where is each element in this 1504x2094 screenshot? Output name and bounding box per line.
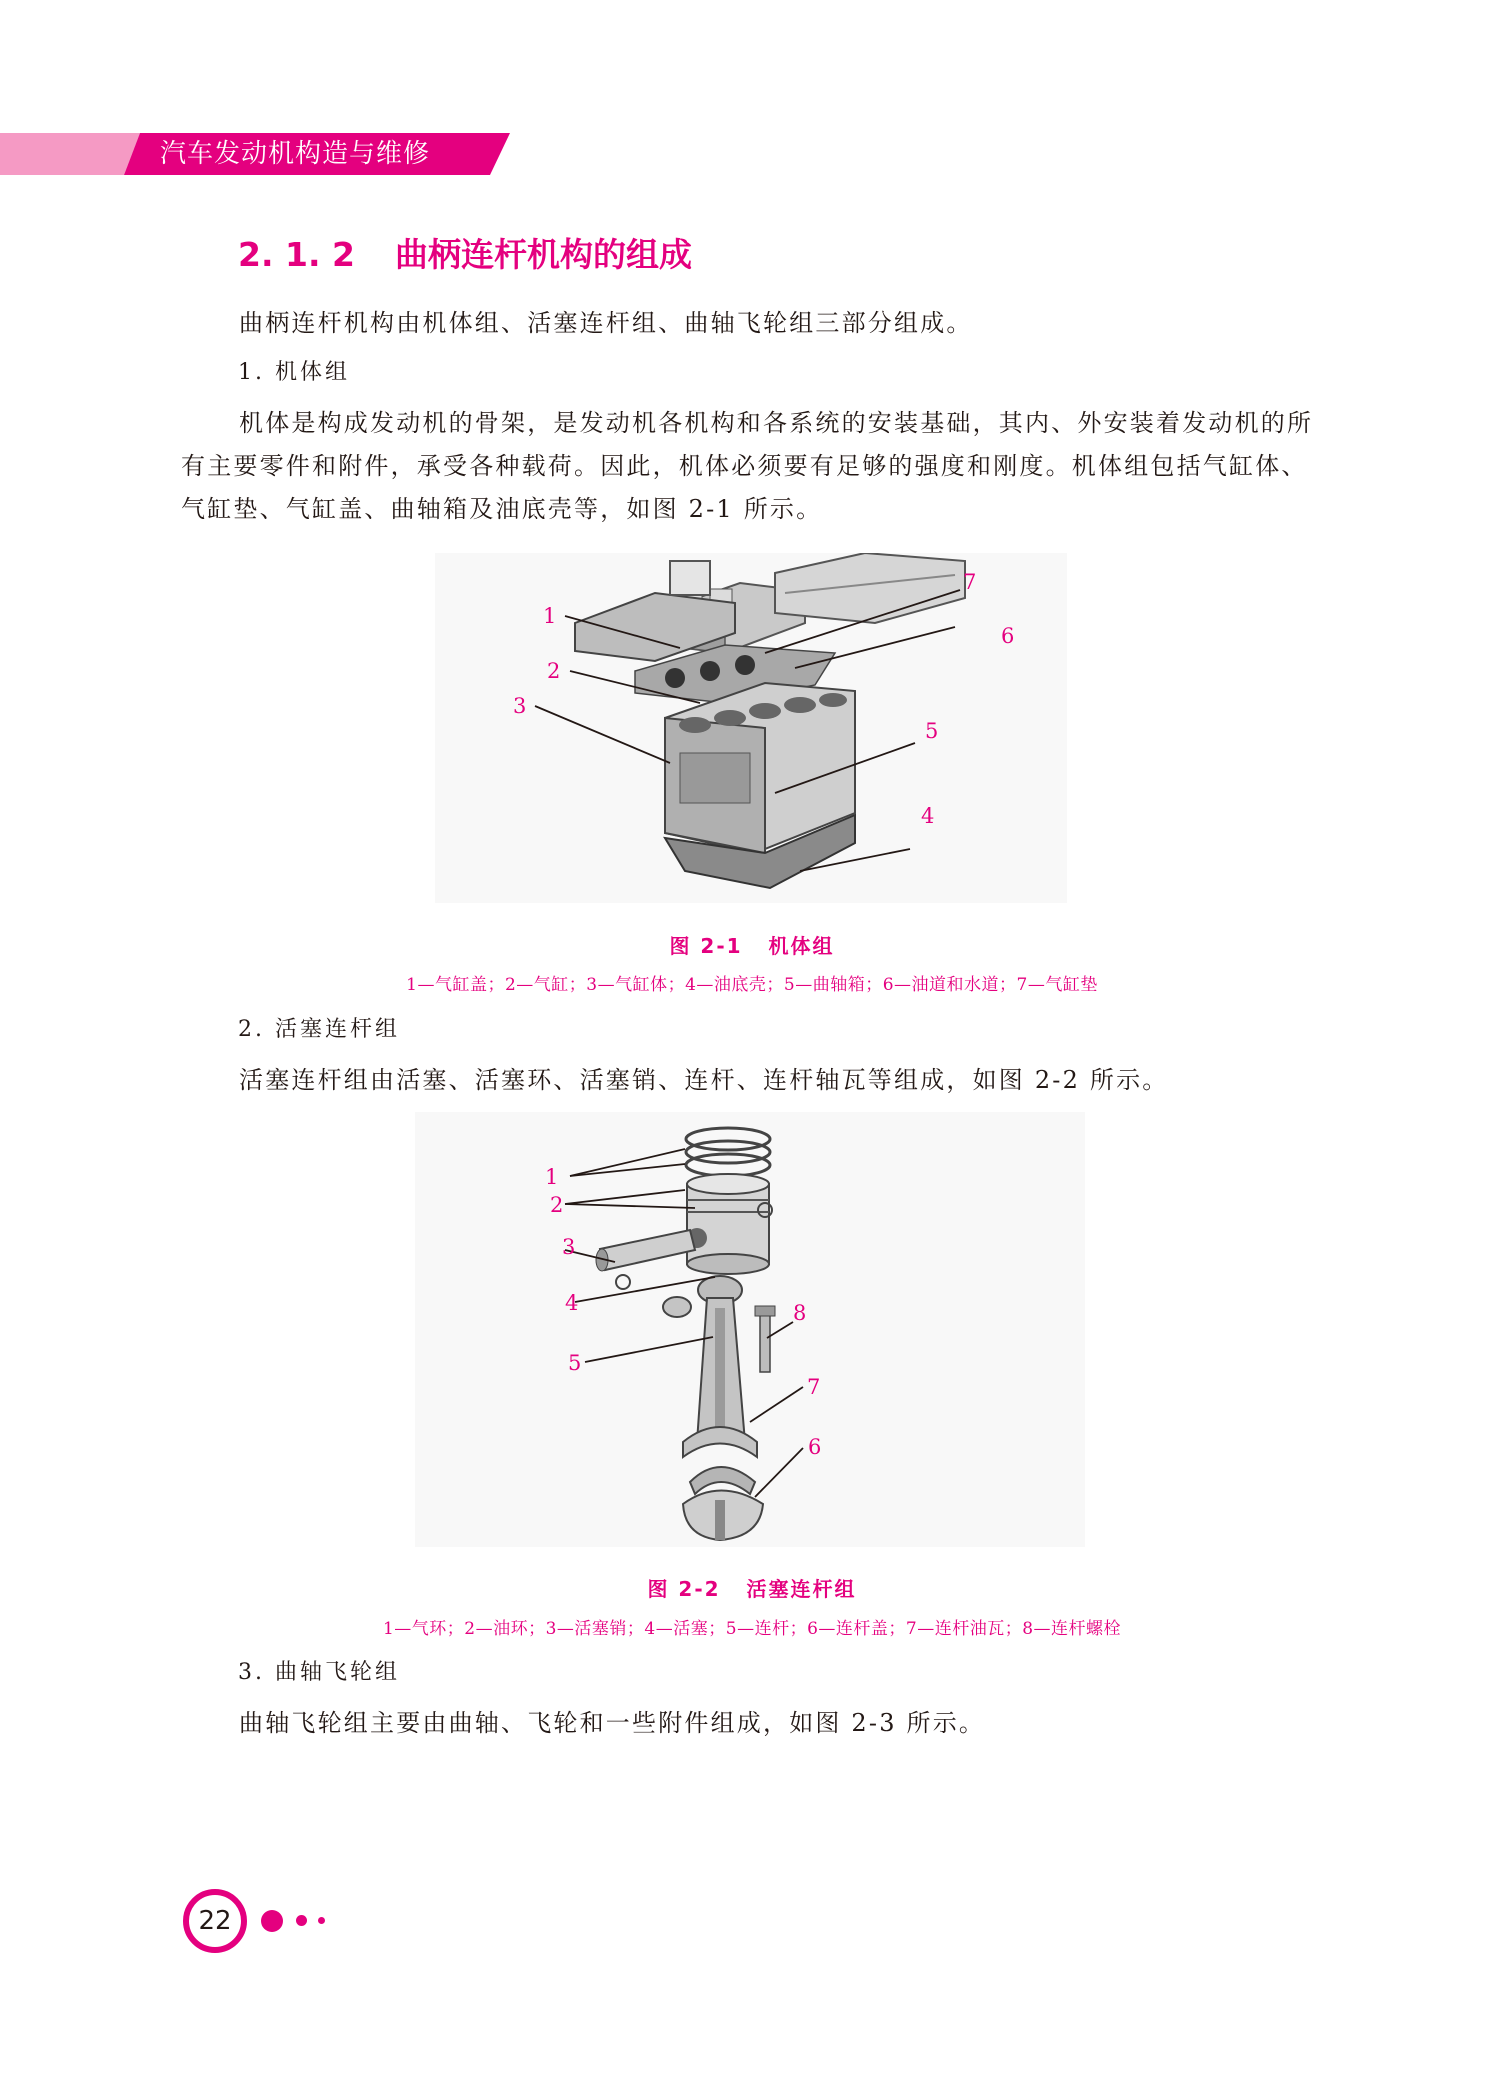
body-group-paragraph: 机体是构成发动机的骨架，是发动机各机构和各系统的安装基础，其内、外安装着发动机的所有主要零件和附件，承受各种载荷。因此，机体必须要有足够的强度和刚度。机体组包括气缸体、气缸垫、气缸盖、曲轴箱及油底壳等，如图 2-1 所示。 (181, 409, 1314, 523)
figure1-title (0, 930, 1504, 959)
callout-1: 1 (545, 1165, 559, 1189)
callout-4: 4 (921, 804, 935, 828)
subheading-piston-group: 2. 活塞连杆组 (238, 1017, 400, 1042)
intro-paragraph: 曲柄连杆机构由机体组、活塞连杆组、曲轴飞轮组三部分组成。 (239, 309, 973, 337)
callout-1: 1 (543, 604, 557, 628)
callout-2: 2 (550, 1193, 564, 1217)
figure2-label: 图 2-2 (647, 1577, 721, 1601)
callout-6: 6 (1001, 624, 1015, 648)
page-number: 22 (198, 1906, 232, 1936)
footer-dot-large (261, 1910, 283, 1932)
footer-dot-medium (296, 1915, 307, 1926)
figure2-title (0, 1573, 1504, 1602)
callout-4: 4 (565, 1291, 579, 1315)
callout-6: 6 (808, 1435, 822, 1459)
callout-2: 2 (547, 659, 561, 683)
piston-group-paragraph: 活塞连杆组由活塞、活塞环、活塞销、连杆、连杆轴瓦等组成，如图 2-2 所示。 (239, 1066, 1169, 1094)
crank-group-paragraph: 曲轴飞轮组主要由曲轴、飞轮和一些附件组成，如图 2-3 所示。 (239, 1709, 986, 1737)
figure2-caption: 1—气环；2—油环；3—活塞销；4—活塞；5—连杆；6—连杆盖；7—连杆油瓦；8—连杆螺栓 (382, 1619, 1122, 1639)
piston-rod-illustration (415, 1112, 1085, 1547)
figure-engine-block (435, 553, 1067, 903)
engine-block-illustration (435, 553, 1067, 903)
callout-3: 3 (513, 694, 527, 718)
figure1-name: 机体组 (768, 934, 835, 958)
callout-7: 7 (963, 570, 977, 594)
subheading-crank-group: 3. 曲轴飞轮组 (238, 1660, 400, 1685)
callout-5: 5 (568, 1351, 582, 1375)
subheading-body-group: 1. 机体组 (238, 360, 350, 385)
figure1-label: 图 2-1 (669, 934, 743, 958)
footer-dot-small (318, 1917, 325, 1924)
figure-piston-rod (415, 1112, 1085, 1547)
callout-3: 3 (562, 1235, 576, 1259)
callout-8: 8 (793, 1301, 807, 1325)
callout-7: 7 (807, 1375, 821, 1399)
callout-5: 5 (925, 719, 939, 743)
section-title (238, 230, 692, 280)
section-title-text: 曲柄连杆机构的组成 (394, 235, 692, 274)
figure1-caption: 1—气缸盖；2—气缸；3—气缸体；4—油底壳；5—曲轴箱；6—油道和水道；7—气缸垫 (406, 975, 1098, 995)
section-number: 2. 1. 2 (238, 235, 355, 274)
book-title: 汽车发动机构造与维修 (160, 139, 431, 169)
figure2-name: 活塞连杆组 (746, 1577, 857, 1601)
